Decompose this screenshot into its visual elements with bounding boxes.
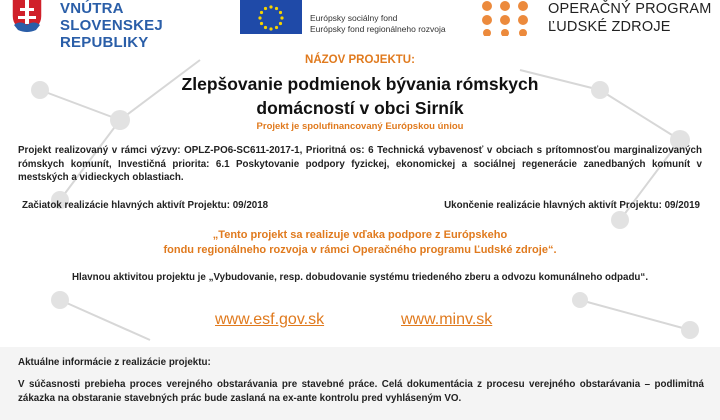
eu-flag-icon [240, 0, 302, 34]
project-title-line1: Zlepšovanie podmienok bývania rómskych [181, 74, 539, 94]
eu-line2: Európsky fond regionálneho rozvoja [310, 24, 446, 34]
human-resources-program-icon [478, 0, 532, 36]
main-activity: Hlavnou aktivitou projektu je „Vybudovanie, resp. dobudovanie systému triedeného zberu a odvozu komunálneho odpadu“. [71, 272, 649, 283]
info-text: V súčasnosti prebieha proces verejného obstarávania pre stavebné práce. Celá dokumentácia z procesu verejného obstarávania – podlimitná zákazka na obstaranie stavebných prác bude zaslaná na ex-ante kontrolu pred vyhláseným VO. [18, 379, 704, 404]
program-name [548, 0, 712, 36]
info-heading: Aktuálne informácie z realizácie projektu: [18, 357, 211, 368]
start-date: Začiatok realizácie hlavných aktivít Projektu: 09/2018 [22, 200, 269, 211]
ministry-logo [0, 0, 220, 51]
slovak-coat-of-arms-icon [10, 0, 44, 34]
project-name-label: NÁZOV PROJEKTU: [305, 54, 415, 66]
funding-quote-line1: „Tento projekt sa realizuje vďaka podpore z Európskeho [212, 229, 508, 241]
end-date: Ukončenie realizácie hlavných aktivít Projektu: 09/2019 [444, 200, 700, 211]
eu-funds-label [310, 13, 446, 35]
project-dates [22, 200, 700, 211]
project-title [0, 72, 720, 120]
funding-quote-line2: fondu regionálneho rozvoja v rámci Operačného programu Ľudské zdroje“. [163, 244, 557, 256]
esf-link[interactable]: www.esf.gov.sk [215, 311, 325, 328]
eu-line1: Európsky sociálny fond [310, 13, 398, 23]
program-line1: OPERAČNÝ PROGRAM [548, 1, 712, 17]
ministry-line1: VNÚTRA [60, 0, 124, 17]
project-description: Projekt realizovaný v rámci výzvy: OPLZ-PO6-SC611-2017-1, Prioritná os: 6 Technická vybavenosť v obciach s prítomnosťou marginalizovaných rómskych komunít, Investičná priorita: 6.1 Poskytovanie podpory fyzickej, ekonomickej a sociálnej regenerácie zanedbaných komunít v mestských a vidieckych oblastiach. [18, 145, 702, 183]
ministry-line2: SLOVENSKEJ REPUBLIKY [60, 17, 163, 51]
funding-quote [0, 228, 720, 258]
cofinanced-note: Projekt je spolufinancovaný Európskou úniou [256, 121, 464, 132]
project-title-line2: domácností v obci Sirník [256, 98, 464, 118]
minv-link[interactable]: www.minv.sk [401, 311, 493, 328]
ministry-name [60, 0, 220, 51]
program-line2: ĽUDSKÉ ZDROJE [548, 19, 671, 35]
